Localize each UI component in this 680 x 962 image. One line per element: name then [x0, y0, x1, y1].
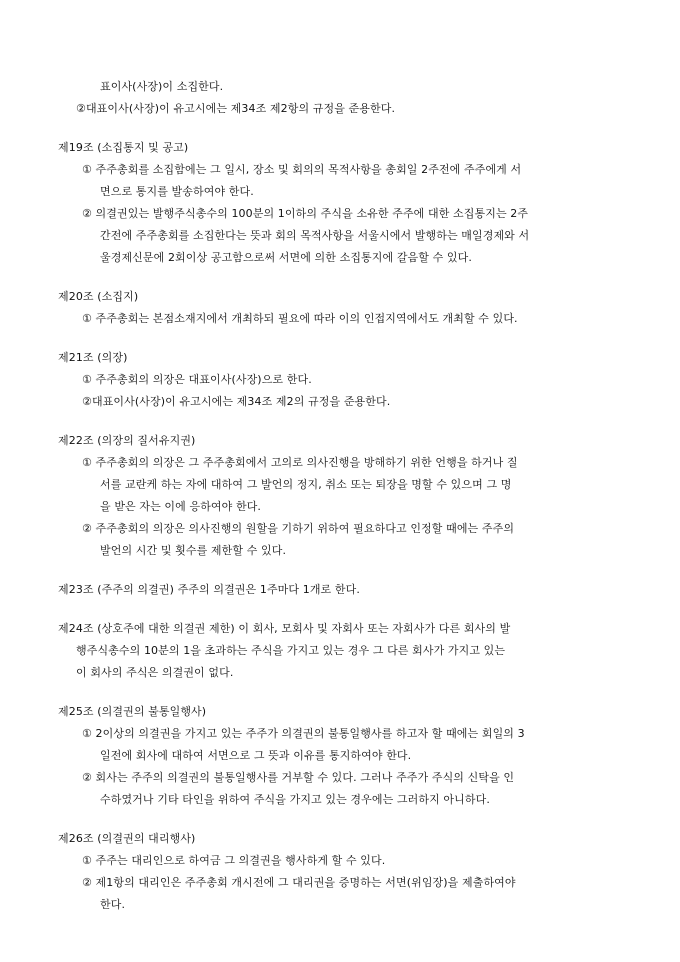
text-line: 을 받은 자는 이에 응하여야 한다.: [100, 500, 262, 513]
text-line: ① 주주총회의 의장은 대표이사(사장)으로 한다.: [82, 373, 312, 386]
text-line: 행주식총수의 10분의 1을 초과하는 주식을 가지고 있는 경우 그 다른 회사가 가지고 있는: [76, 644, 506, 657]
text-line: 이 회사의 주식은 의결권이 없다.: [76, 666, 234, 679]
text-line: ① 주주총회는 본점소재지에서 개최하되 필요에 따라 이의 인접지역에서도 개최할 수 있다.: [82, 312, 518, 325]
text-line: ② 주주총회의 의장은 의사진행의 원할을 기하기 위하여 필요하다고 인정할 때에는 주주의: [82, 522, 515, 535]
text-line: 표이사(사장)이 소집한다.: [100, 80, 224, 93]
text-line: 한다.: [100, 898, 126, 911]
text-line: 수하였거나 기타 타인을 위하여 주식을 가지고 있는 경우에는 그러하지 아니하다.: [100, 793, 490, 806]
text-line: ① 주주총회를 소집함에는 그 일시, 장소 및 회의의 목적사항을 총회일 2주전에 주주에게 서: [82, 163, 522, 176]
text-line: ① 2이상의 의결권을 가지고 있는 주주가 의결권의 불통일행사를 하고자 할 때에는 회일의 3: [82, 727, 525, 740]
article-heading: 제22조 (의장의 질서유지권): [58, 434, 196, 447]
text-line: ① 주주는 대리인으로 하여금 그 의결권을 행사하게 할 수 있다.: [82, 854, 386, 867]
text-line: ② 제1항의 대리인은 주주총회 개시전에 그 대리권을 증명하는 서면(위임장)을 제출하여야: [82, 876, 516, 889]
text-line: 면으로 통지를 발송하여야 한다.: [100, 185, 254, 198]
text-line: ① 주주총회의 의장은 그 주주총회에서 고의로 의사진행을 방해하기 위한 언행을 하거나 질: [82, 456, 518, 469]
text-line: ② 회사는 주주의 의결권의 불통일행사를 거부할 수 있다. 그러나 주주가 주식의 신탁을 인: [82, 771, 515, 784]
article-heading: 제19조 (소집통지 및 공고): [58, 141, 189, 154]
text-line: 발언의 시간 및 횟수를 제한할 수 있다.: [100, 544, 287, 557]
article-heading: 제25조 (의결권의 불통일행사): [58, 705, 207, 718]
article-heading: 제26조 (의결권의 대리행사): [58, 832, 196, 845]
article-heading: 제20조 (소집지): [58, 290, 139, 303]
text-line: 일전에 회사에 대하여 서면으로 그 뜻과 이유를 통지하여야 한다.: [100, 749, 412, 762]
text-line: ② 의결권있는 발행주식총수의 100분의 1이하의 주식을 소유한 주주에 대한 소집통지는 2주: [82, 207, 529, 220]
text-line: ②대표이사(사장)이 유고시에는 제34조 제2의 규정을 준용한다.: [82, 395, 391, 408]
text-line: 간전에 주주총회를 소집한다는 뜻과 회의 목적사항을 서울시에서 발행하는 매일경제와 서: [100, 229, 530, 242]
text-line: 서를 교란케 하는 자에 대하여 그 발언의 정지, 취소 또는 퇴장을 명할 수 있으며 그 명: [100, 478, 512, 491]
article-heading: 제21조 (의장): [58, 351, 128, 364]
text-line: ②대표이사(사장)이 유고시에는 제34조 제2항의 규정을 준용한다.: [76, 102, 396, 115]
text-line: 울경제신문에 2회이상 공고함으로써 서면에 의한 소집통지에 갈음할 수 있다.: [100, 251, 472, 264]
article-heading: 제23조 (주주의 의결권) 주주의 의결권은 1주마다 1개로 한다.: [58, 583, 360, 596]
article-heading: 제24조 (상호주에 대한 의결권 제한) 이 회사, 모회사 및 자회사 또는 자회사가 다른 회사의 발: [58, 622, 511, 635]
